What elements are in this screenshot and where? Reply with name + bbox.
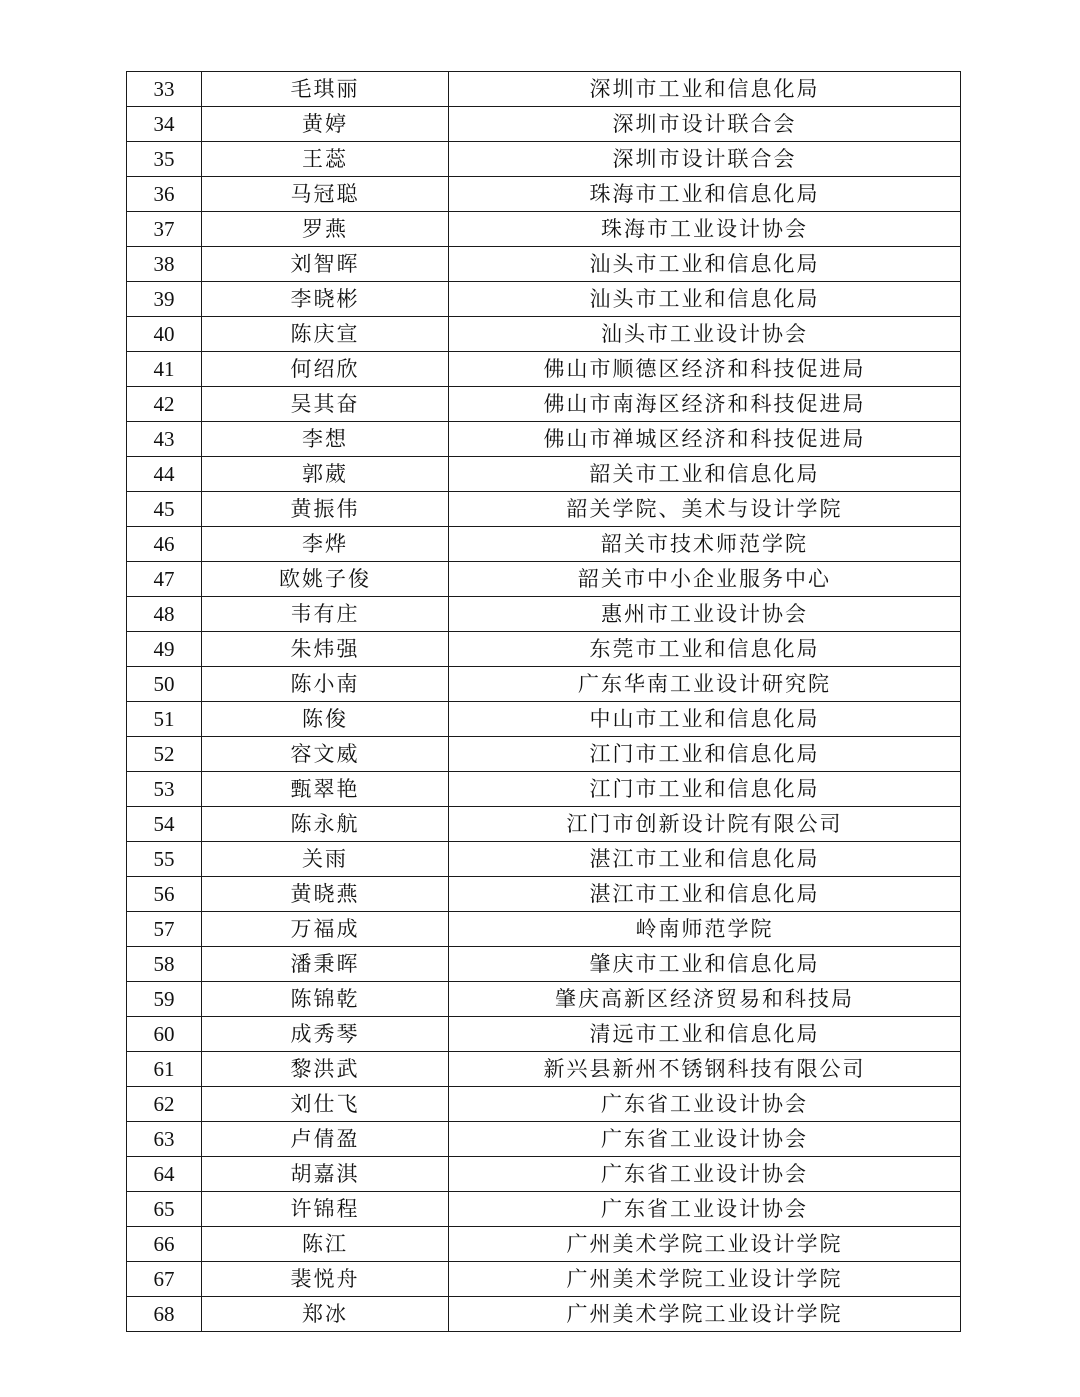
person-name: 李烨 xyxy=(202,527,449,562)
table-row xyxy=(127,632,961,667)
organization-name: 清远市工业和信息化局 xyxy=(449,1017,961,1052)
organization-name: 佛山市顺德区经济和科技促进局 xyxy=(449,352,961,387)
row-number: 67 xyxy=(127,1262,202,1297)
person-name: 朱炜强 xyxy=(202,632,449,667)
person-name: 黄婷 xyxy=(202,107,449,142)
person-name: 吴其奋 xyxy=(202,387,449,422)
row-number: 40 xyxy=(127,317,202,352)
person-name: 黄晓燕 xyxy=(202,877,449,912)
organization-name: 珠海市工业和信息化局 xyxy=(449,177,961,212)
organization-name: 韶关市工业和信息化局 xyxy=(449,457,961,492)
row-number: 43 xyxy=(127,422,202,457)
person-name: 容文威 xyxy=(202,737,449,772)
row-number: 55 xyxy=(127,842,202,877)
row-number: 33 xyxy=(127,72,202,107)
organization-name: 佛山市南海区经济和科技促进局 xyxy=(449,387,961,422)
person-name: 陈俊 xyxy=(202,702,449,737)
person-name: 成秀琴 xyxy=(202,1017,449,1052)
row-number: 66 xyxy=(127,1227,202,1262)
person-name: 李晓彬 xyxy=(202,282,449,317)
table-row xyxy=(127,492,961,527)
person-name: 陈锦乾 xyxy=(202,982,449,1017)
row-number: 39 xyxy=(127,282,202,317)
table-row xyxy=(127,772,961,807)
person-name: 刘智晖 xyxy=(202,247,449,282)
person-name: 黄振伟 xyxy=(202,492,449,527)
row-number: 45 xyxy=(127,492,202,527)
table-row xyxy=(127,877,961,912)
person-name: 何绍欣 xyxy=(202,352,449,387)
row-number: 35 xyxy=(127,142,202,177)
organization-name: 韶关学院、美术与设计学院 xyxy=(449,492,961,527)
row-number: 58 xyxy=(127,947,202,982)
organization-name: 广东省工业设计协会 xyxy=(449,1192,961,1227)
person-name: 郭葳 xyxy=(202,457,449,492)
person-name: 韦有庄 xyxy=(202,597,449,632)
table-row xyxy=(127,527,961,562)
row-number: 36 xyxy=(127,177,202,212)
organization-name: 新兴县新州不锈钢科技有限公司 xyxy=(449,1052,961,1087)
row-number: 34 xyxy=(127,107,202,142)
person-name: 陈庆宣 xyxy=(202,317,449,352)
organization-name: 汕头市工业设计协会 xyxy=(449,317,961,352)
row-number: 49 xyxy=(127,632,202,667)
organization-name: 深圳市工业和信息化局 xyxy=(449,72,961,107)
organization-name: 深圳市设计联合会 xyxy=(449,142,961,177)
table-row xyxy=(127,457,961,492)
table-row xyxy=(127,107,961,142)
table-row xyxy=(127,212,961,247)
table-row xyxy=(127,72,961,107)
organization-name: 岭南师范学院 xyxy=(449,912,961,947)
row-number: 57 xyxy=(127,912,202,947)
organization-name: 江门市工业和信息化局 xyxy=(449,737,961,772)
organization-name: 韶关市技术师范学院 xyxy=(449,527,961,562)
table-row xyxy=(127,982,961,1017)
organization-name: 汕头市工业和信息化局 xyxy=(449,247,961,282)
person-name: 关雨 xyxy=(202,842,449,877)
table-row xyxy=(127,1157,961,1192)
table-row xyxy=(127,1052,961,1087)
row-number: 68 xyxy=(127,1297,202,1332)
row-number: 51 xyxy=(127,702,202,737)
table-row xyxy=(127,282,961,317)
organization-name: 佛山市禅城区经济和科技促进局 xyxy=(449,422,961,457)
table-row xyxy=(127,142,961,177)
row-number: 63 xyxy=(127,1122,202,1157)
row-number: 65 xyxy=(127,1192,202,1227)
row-number: 46 xyxy=(127,527,202,562)
person-name: 裴悦舟 xyxy=(202,1262,449,1297)
person-name: 黎洪武 xyxy=(202,1052,449,1087)
person-name: 潘秉晖 xyxy=(202,947,449,982)
organization-name: 湛江市工业和信息化局 xyxy=(449,842,961,877)
organization-name: 肇庆市工业和信息化局 xyxy=(449,947,961,982)
row-number: 42 xyxy=(127,387,202,422)
organization-name: 广东华南工业设计研究院 xyxy=(449,667,961,702)
organization-name: 广东省工业设计协会 xyxy=(449,1087,961,1122)
table-row xyxy=(127,1087,961,1122)
organization-name: 广东省工业设计协会 xyxy=(449,1157,961,1192)
person-name: 陈小南 xyxy=(202,667,449,702)
person-name: 欧姚子俊 xyxy=(202,562,449,597)
table-row xyxy=(127,842,961,877)
row-number: 50 xyxy=(127,667,202,702)
row-number: 64 xyxy=(127,1157,202,1192)
person-name: 卢倩盈 xyxy=(202,1122,449,1157)
organization-name: 广州美术学院工业设计学院 xyxy=(449,1227,961,1262)
person-name: 甄翠艳 xyxy=(202,772,449,807)
row-number: 54 xyxy=(127,807,202,842)
organization-name: 韶关市中小企业服务中心 xyxy=(449,562,961,597)
table-row xyxy=(127,737,961,772)
table-row xyxy=(127,1192,961,1227)
roster-table xyxy=(126,71,961,1332)
organization-name: 深圳市设计联合会 xyxy=(449,107,961,142)
row-number: 62 xyxy=(127,1087,202,1122)
row-number: 38 xyxy=(127,247,202,282)
organization-name: 中山市工业和信息化局 xyxy=(449,702,961,737)
roster-table-body xyxy=(127,72,961,1332)
table-row xyxy=(127,247,961,282)
organization-name: 湛江市工业和信息化局 xyxy=(449,877,961,912)
organization-name: 珠海市工业设计协会 xyxy=(449,212,961,247)
table-row xyxy=(127,1122,961,1157)
table-row xyxy=(127,422,961,457)
person-name: 罗燕 xyxy=(202,212,449,247)
organization-name: 广州美术学院工业设计学院 xyxy=(449,1262,961,1297)
person-name: 万福成 xyxy=(202,912,449,947)
person-name: 刘仕飞 xyxy=(202,1087,449,1122)
person-name: 许锦程 xyxy=(202,1192,449,1227)
table-row xyxy=(127,1297,961,1332)
row-number: 61 xyxy=(127,1052,202,1087)
organization-name: 汕头市工业和信息化局 xyxy=(449,282,961,317)
organization-name: 广东省工业设计协会 xyxy=(449,1122,961,1157)
person-name: 陈永航 xyxy=(202,807,449,842)
organization-name: 肇庆高新区经济贸易和科技局 xyxy=(449,982,961,1017)
organization-name: 广州美术学院工业设计学院 xyxy=(449,1297,961,1332)
organization-name: 惠州市工业设计协会 xyxy=(449,597,961,632)
table-row xyxy=(127,947,961,982)
person-name: 陈江 xyxy=(202,1227,449,1262)
row-number: 60 xyxy=(127,1017,202,1052)
organization-name: 江门市创新设计院有限公司 xyxy=(449,807,961,842)
person-name: 李想 xyxy=(202,422,449,457)
table-row xyxy=(127,597,961,632)
organization-name: 东莞市工业和信息化局 xyxy=(449,632,961,667)
row-number: 53 xyxy=(127,772,202,807)
person-name: 马冠聪 xyxy=(202,177,449,212)
table-row xyxy=(127,667,961,702)
table-row xyxy=(127,177,961,212)
row-number: 48 xyxy=(127,597,202,632)
row-number: 44 xyxy=(127,457,202,492)
row-number: 56 xyxy=(127,877,202,912)
row-number: 59 xyxy=(127,982,202,1017)
table-row xyxy=(127,387,961,422)
person-name: 胡嘉淇 xyxy=(202,1157,449,1192)
row-number: 47 xyxy=(127,562,202,597)
person-name: 郑冰 xyxy=(202,1297,449,1332)
row-number: 52 xyxy=(127,737,202,772)
person-name: 王蕊 xyxy=(202,142,449,177)
table-row xyxy=(127,562,961,597)
table-row xyxy=(127,1017,961,1052)
table-row xyxy=(127,1227,961,1262)
table-row xyxy=(127,912,961,947)
person-name: 毛琪丽 xyxy=(202,72,449,107)
table-row xyxy=(127,317,961,352)
table-row xyxy=(127,702,961,737)
row-number: 41 xyxy=(127,352,202,387)
table-row xyxy=(127,807,961,842)
row-number: 37 xyxy=(127,212,202,247)
table-row xyxy=(127,352,961,387)
table-row xyxy=(127,1262,961,1297)
organization-name: 江门市工业和信息化局 xyxy=(449,772,961,807)
